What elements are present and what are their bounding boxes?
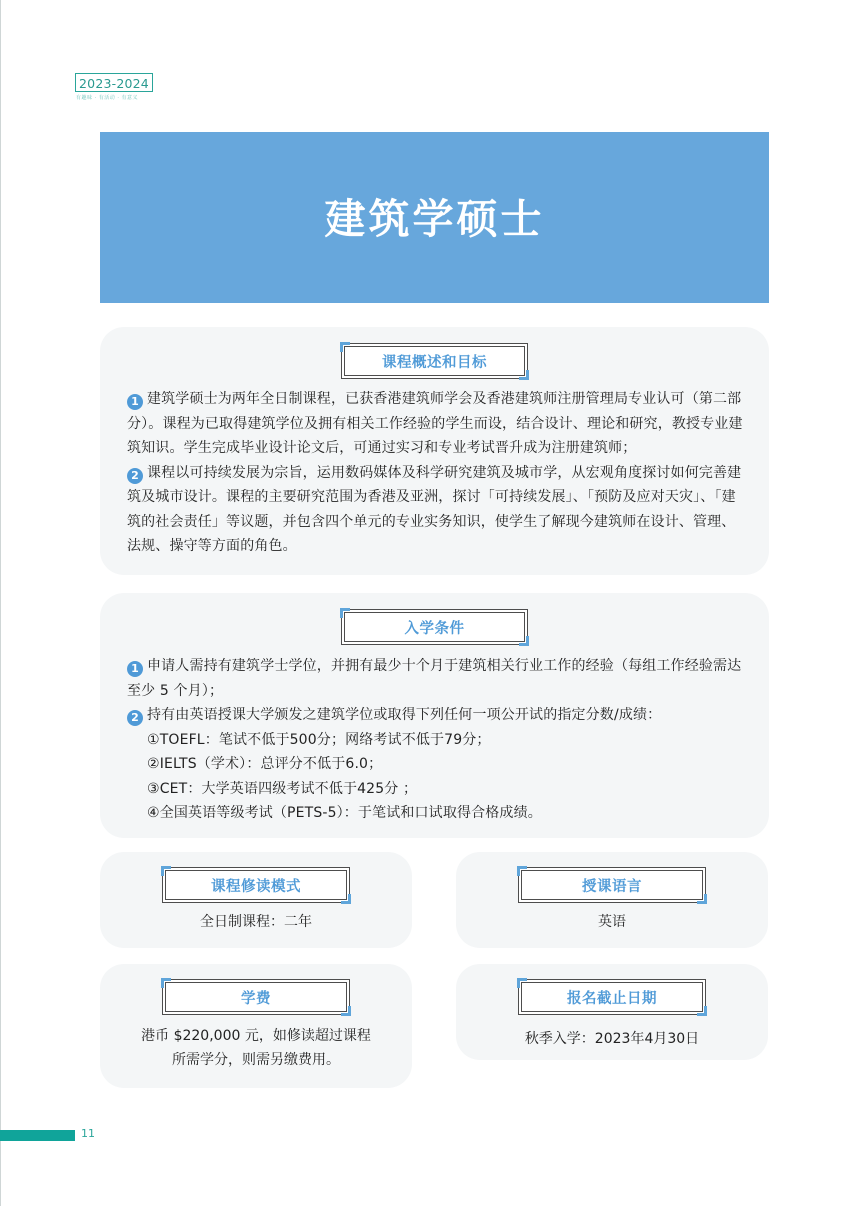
- deadline-card: [456, 964, 768, 1060]
- overview-item-text: 建筑学硕士为两年全日制课程，已获香港建筑师学会及香港建筑师注册管理局专业认可（第二部分）。课程为已取得建筑学位及拥有相关工作经验的学生而设，结合设计、理论和研究，教授专业建筑知识。学生完成毕业设计论文后，可通过实习和专业考试晋升成为注册建筑师；: [127, 391, 743, 456]
- corner-accent: [697, 894, 707, 904]
- language-label-box: [518, 867, 706, 903]
- corner-accent: [517, 978, 527, 988]
- deadline-label-box: [518, 979, 706, 1015]
- page-title: 建筑学硕士: [324, 195, 545, 243]
- fee-card: [100, 964, 412, 1088]
- fee-line-2: 所需学分，则需另缴费用。: [172, 1052, 340, 1068]
- overview-label-box: [341, 343, 528, 379]
- corner-accent: [341, 1006, 351, 1016]
- footer-accent-bar: [0, 1130, 75, 1141]
- title-banner: [100, 132, 769, 303]
- admission-item-text: 申请人需持有建筑学士学位，并拥有最少十个月于建筑相关行业工作的经验（每组工作经验需达至少 5 个月）；: [127, 658, 742, 699]
- corner-accent: [517, 866, 527, 876]
- year-badge: 2023-2024: [75, 73, 153, 92]
- corner-accent: [340, 608, 350, 618]
- deadline-label: 报名截止日期: [567, 990, 657, 1007]
- study-mode-label-box: [162, 867, 350, 903]
- admission-text: [127, 654, 745, 826]
- list-item: [127, 391, 743, 456]
- study-mode-value: 全日制课程：二年: [200, 914, 312, 930]
- overview-item-text: 课程以可持续发展为宗旨，运用数码媒体及科学研究建筑及城市学，从宏观角度探讨如何完善建筑及城市设计。课程的主要研究范围为香港及亚洲，探讨「可持续发展」、「预防及应对天灾」、「建筑的社会责任」等议题，并包含四个单元的专业实务知识，使学生了解现今建筑师在设计、管理、法规、操守等方面的角色。: [127, 464, 742, 554]
- requirement-item: ④全国英语等级考试（PETS-5）：于笔试和口试取得合格成绩。: [147, 805, 542, 821]
- corner-accent: [519, 636, 529, 646]
- number-badge: 1: [127, 661, 143, 677]
- list-item: [127, 658, 741, 699]
- year-subtitle: 有趣味 · 有活动 · 有意义: [76, 95, 139, 101]
- corner-accent: [161, 978, 171, 988]
- language-label: 授课语言: [582, 878, 642, 895]
- number-badge: 2: [127, 468, 143, 484]
- number-badge: 1: [127, 394, 143, 410]
- language-card: [456, 852, 768, 948]
- list-item: [127, 707, 661, 723]
- fee-line-1: 港币 $220,000 元，如修读超过课程: [141, 1028, 371, 1044]
- overview-card: [100, 327, 769, 575]
- requirement-item: ②IELTS（学术）：总评分不低于6.0；: [147, 756, 383, 772]
- admission-label: 入学条件: [404, 620, 465, 637]
- fee-label: 学费: [241, 990, 271, 1007]
- fee-label-box: [162, 979, 350, 1015]
- admission-card: [100, 593, 769, 838]
- language-value: 英语: [598, 914, 626, 930]
- corner-accent: [161, 866, 171, 876]
- deadline-value: 秋季入学：2023年4月30日: [524, 1031, 700, 1047]
- admission-label-box: [341, 609, 528, 645]
- page-edge-rule: [0, 0, 1, 1206]
- corner-accent: [341, 894, 351, 904]
- admission-item-text: 持有由英语授课大学颁发之建筑学位或取得下列任何一项公开试的指定分数/成绩：: [147, 707, 662, 723]
- corner-accent: [340, 342, 350, 352]
- number-badge: 2: [127, 710, 143, 726]
- overview-label: 课程概述和目标: [382, 354, 487, 371]
- corner-accent: [697, 1006, 707, 1016]
- study-mode-card: [100, 852, 412, 948]
- list-item: [127, 465, 741, 555]
- requirement-item: ①TOEFL：笔试不低于500分；网络考试不低于79分；: [147, 731, 491, 748]
- page-number: 11: [81, 1127, 95, 1140]
- requirement-item: ③CET：大学英语四级考试不低于425分 ；: [147, 780, 418, 797]
- overview-text: [127, 387, 743, 559]
- study-mode-label: 课程修读模式: [211, 878, 301, 895]
- corner-accent: [519, 370, 529, 380]
